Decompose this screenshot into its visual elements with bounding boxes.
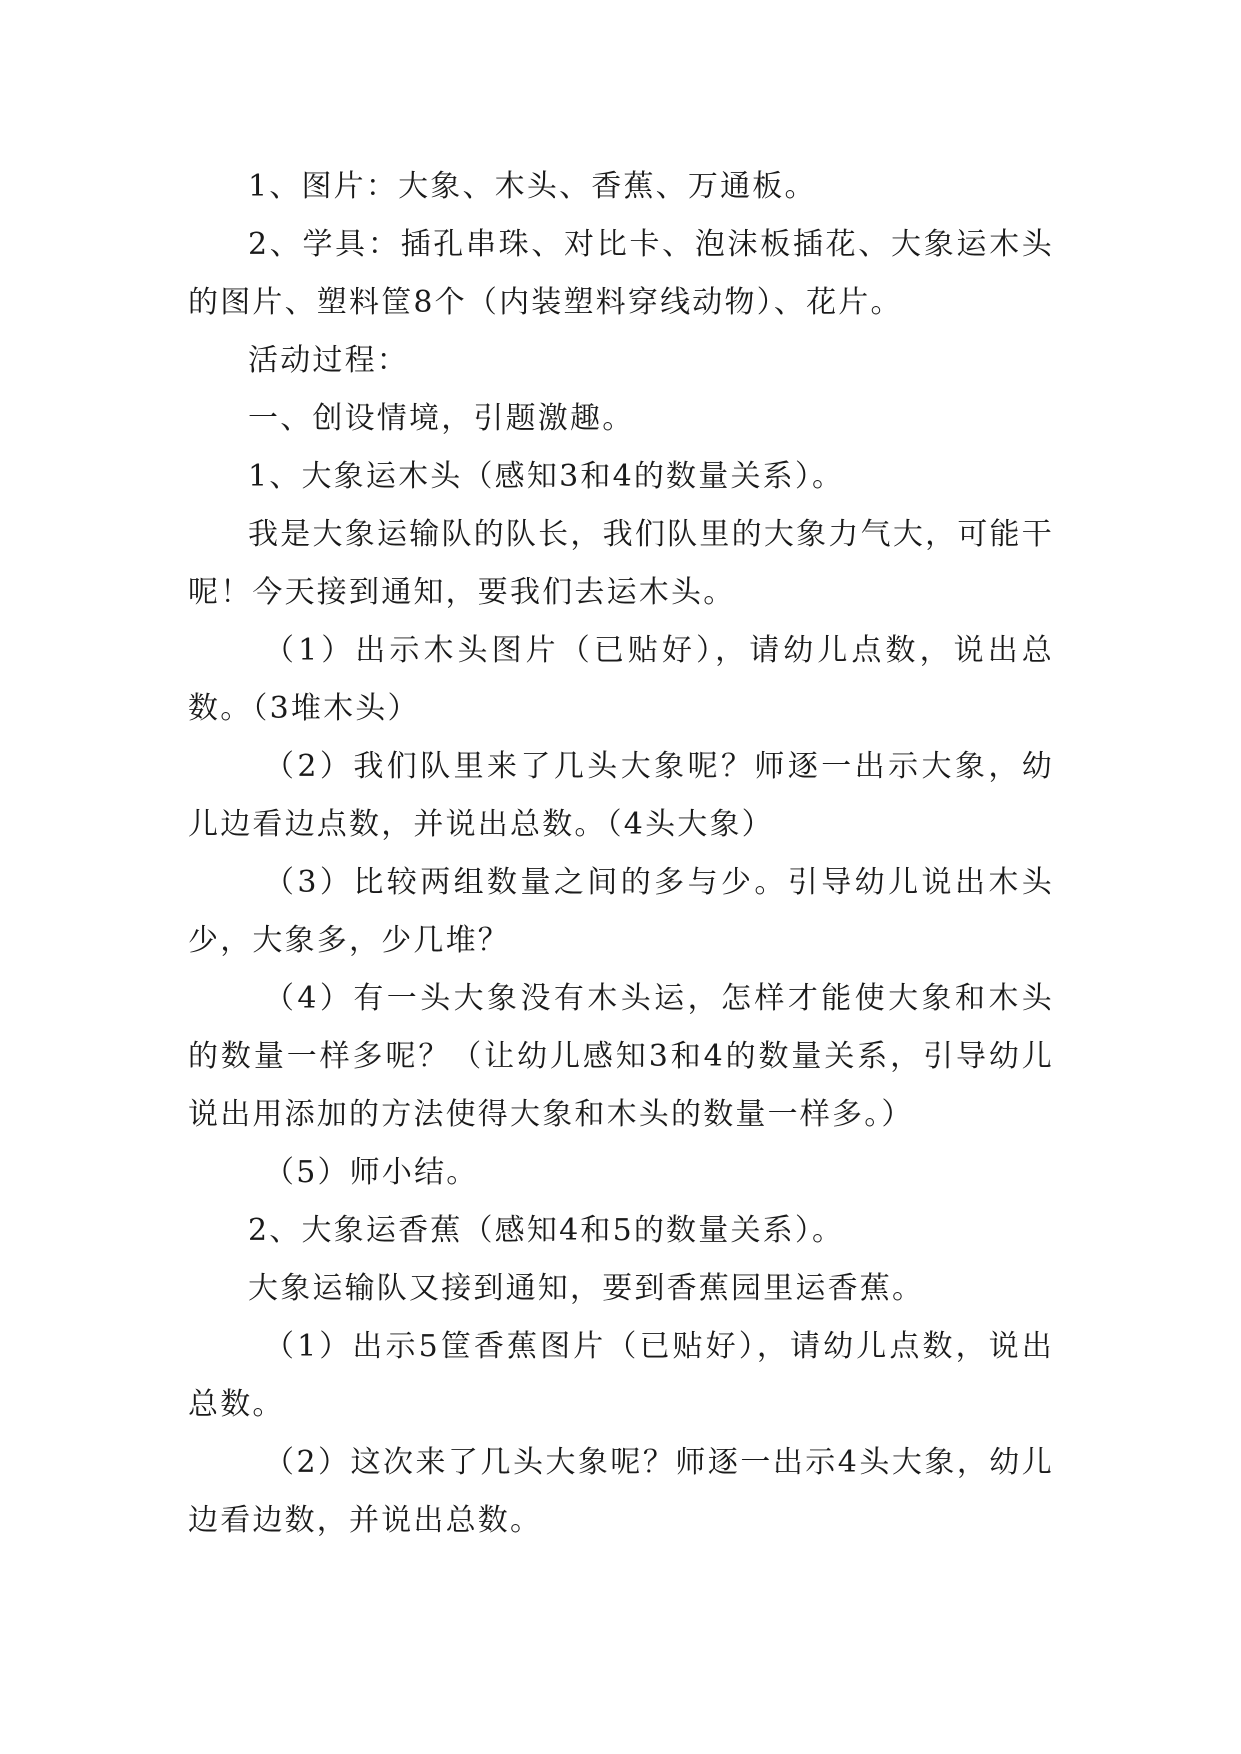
paragraph-step-one-item-2: （2）我们队里来了几头大象呢？师逐一出示大象，幼儿边看边点数，并说出总数。（4头大象） bbox=[188, 749, 1054, 842]
document-body bbox=[188, 158, 1054, 1550]
paragraph-step-two-item-1: （1）出示5筐香蕉图片（已贴好），请幼儿点数，说出总数。 bbox=[188, 1329, 1054, 1422]
paragraph-materials-tools: 2、学具：插孔串珠、对比卡、泡沫板插花、大象运木头的图片、塑料筐8个（内装塑料穿线动物）、花片。 bbox=[188, 227, 1054, 320]
paragraph-section-one-heading: 一、创设情境，引题激趣。 bbox=[248, 401, 635, 436]
paragraph-step-one-heading: 1、大象运木头（感知3和4的数量关系）。 bbox=[248, 459, 845, 494]
paragraph-materials-pictures: 1、图片：大象、木头、香蕉、万通板。 bbox=[248, 169, 817, 204]
paragraph-activity-heading: 活动过程： bbox=[248, 343, 409, 378]
paragraph-step-one-item-1: （1）出示木头图片（已贴好），请幼儿点数，说出总数。（3堆木头） bbox=[188, 633, 1054, 726]
paragraph-step-one-item-3: （3）比较两组数量之间的多与少。引导幼儿说出木头少，大象多，少几堆？ bbox=[188, 865, 1054, 958]
paragraph-step-one-intro: 我是大象运输队的队长，我们队里的大象力气大，可能干呢！今天接到通知，要我们去运木头。 bbox=[188, 517, 1054, 610]
paragraph-step-one-item-4: （4）有一头大象没有木头运，怎样才能使大象和木头的数量一样多呢？（让幼儿感知3和4的数量关系，引导幼儿说出用添加的方法使得大象和木头的数量一样多。） bbox=[188, 981, 1054, 1132]
paragraph-step-one-item-5: （5）师小结。 bbox=[264, 1155, 479, 1190]
paragraph-step-two-heading: 2、大象运香蕉（感知4和5的数量关系）。 bbox=[248, 1213, 845, 1248]
paragraph-step-two-item-2: （2）这次来了几头大象呢？师逐一出示4头大象，幼儿边看边数，并说出总数。 bbox=[188, 1445, 1054, 1538]
paragraph-step-two-intro: 大象运输队又接到通知，要到香蕉园里运香蕉。 bbox=[248, 1271, 925, 1306]
